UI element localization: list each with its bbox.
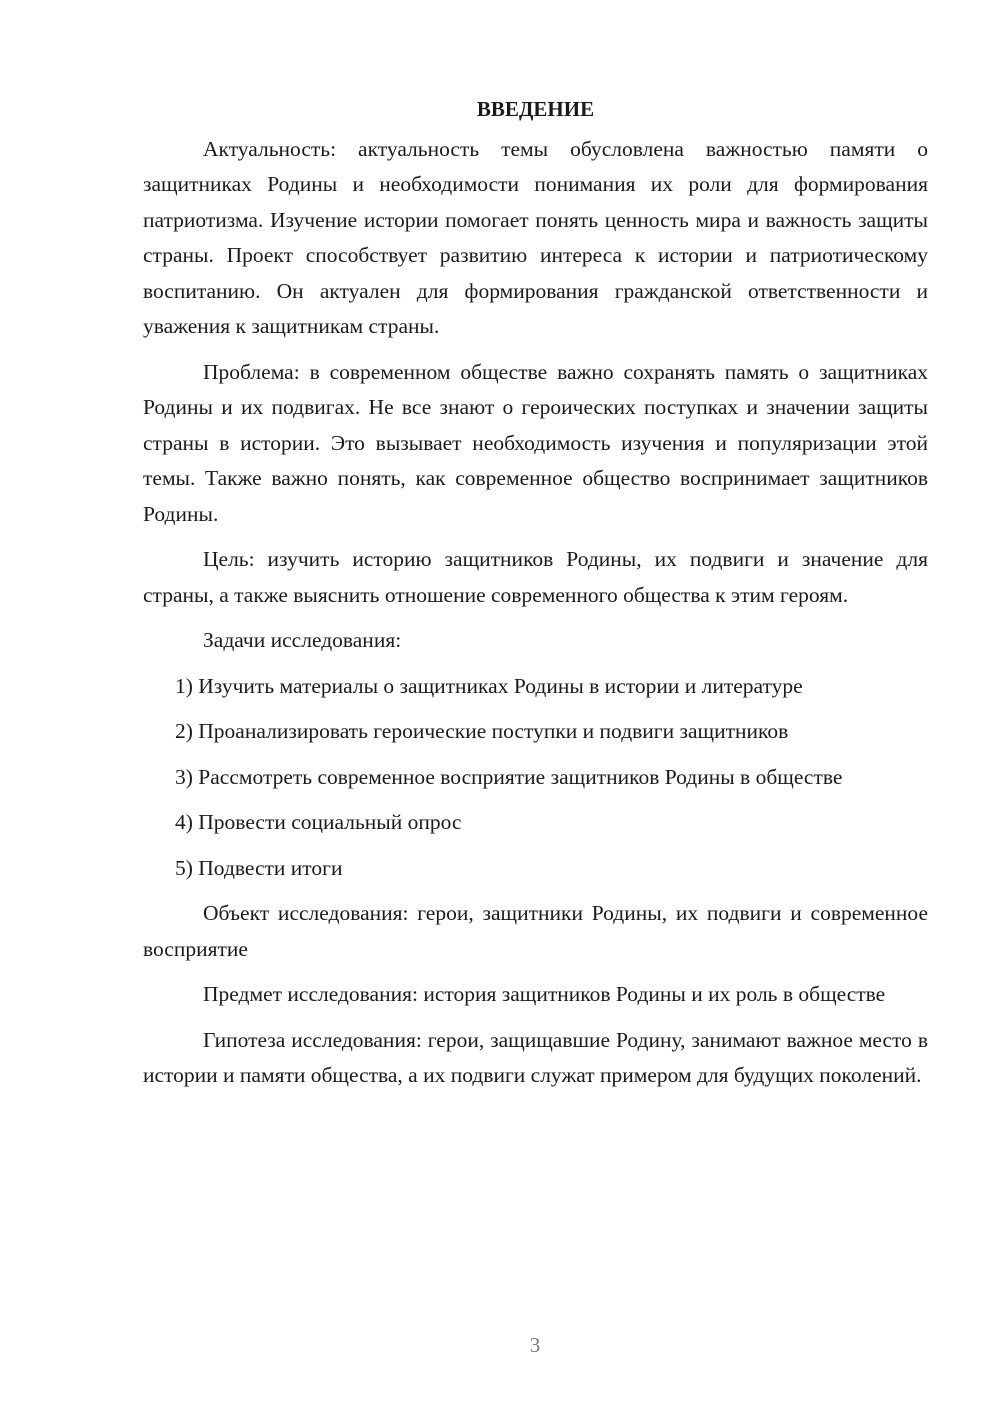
tasks-heading: Задачи исследования:: [203, 628, 402, 652]
task-item-4: 4) Провести социальный опрос: [175, 810, 462, 834]
hypothesis-paragraph: Гипотеза исследования: герои, защищавшие Родину, занимают важное место в истории и памяти общества, а их подвиги служат примером для будущих поколений.: [143, 1027, 928, 1087]
subject-paragraph: Предмет исследования: история защитников Родины и их роль в обществе: [203, 982, 886, 1006]
goal-paragraph: Цель: изучить историю защитников Родины, их подвиги и значение для страны, а также выяснить отношение современного общества к этим героям.: [143, 547, 928, 607]
task-item-5: 5) Подвести итоги: [175, 855, 343, 880]
problem-paragraph: Проблема: в современном обществе важно сохранять память о защитниках Родины и их подвигах. Не все знают о героических поступках и значении защиты страны в истории. Это вызывает необходимость изучения и популяризации этой темы. Также важно понять, как современное общество воспринимает защитников Родины.: [143, 359, 928, 526]
relevance-paragraph: Актуальность: актуальность темы обусловлена важностью памяти о защитниках Родины и необходимости понимания их роли для формирования патриотизма. Изучение истории помогает понять ценность мира и важность защиты страны. Проект способствует развитию интереса к истории и патриотическому воспитанию. Он актуален для формирования гражданской ответственности и уважения к защитникам страны.: [143, 136, 928, 338]
task-item-3: 3) Рассмотреть современное восприятие защитников Родины в обществе: [175, 764, 843, 789]
page-title: ВВЕДЕНИЕ: [476, 97, 595, 121]
object-paragraph: Объект исследования: герои, защитники Родины, их подвиги и современное восприятие: [143, 901, 928, 961]
document-body: [143, 92, 928, 1104]
task-item-1: 1) Изучить материалы о защитниках Родины в истории и литературе: [175, 673, 803, 698]
task-item-2: 2) Проанализировать героические поступки и подвиги защитников: [175, 719, 789, 743]
page-number: 3: [529, 1333, 541, 1357]
